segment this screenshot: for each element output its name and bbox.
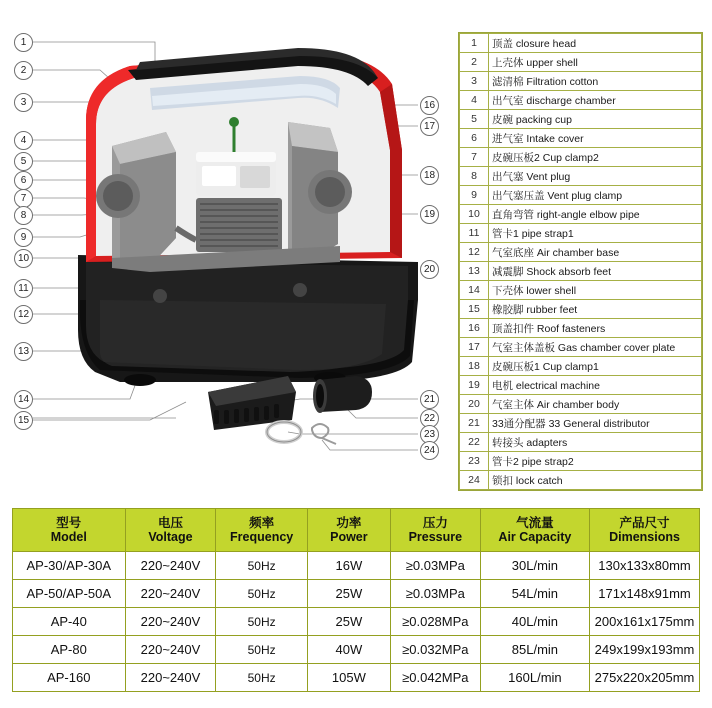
spec-cell-voltage: 220~240V	[125, 636, 216, 664]
callout-23: 23	[420, 425, 439, 444]
legend-num: 2	[460, 53, 489, 72]
legend-row	[460, 357, 702, 376]
legend-num: 8	[460, 167, 489, 186]
spec-header-pressure-cn: 压力	[422, 516, 448, 530]
legend-row	[460, 433, 702, 452]
legend-label: 33通分配器 33 General distributor	[489, 414, 702, 433]
spec-header-pressure-en: Pressure	[408, 530, 463, 544]
legend-num: 17	[460, 338, 489, 357]
legend-label: 进气室 Intake cover	[489, 129, 702, 148]
legend-num: 18	[460, 357, 489, 376]
spec-header-dim-en: Dimensions	[609, 530, 680, 544]
callout-14: 14	[14, 390, 33, 409]
legend-num: 14	[460, 281, 489, 300]
legend-label: 管卡2 pipe strap2	[489, 452, 702, 471]
adapter	[313, 376, 372, 413]
callout-9: 9	[14, 228, 33, 247]
spec-header-air-capacity	[480, 509, 589, 552]
spec-cell-pressure: ≥0.03MPa	[390, 580, 480, 608]
rubber-foot-left	[124, 374, 156, 386]
spec-header-pressure	[390, 509, 480, 552]
spec-header-voltage-en: Voltage	[148, 530, 193, 544]
spec-cell-dimensions: 275x220x205mm	[590, 664, 700, 692]
spec-cell-dimensions: 249x199x193mm	[590, 636, 700, 664]
spec-cell-power: 16W	[307, 552, 390, 580]
spec-row	[13, 580, 700, 608]
spec-cell-frequency: 50Hz	[216, 552, 308, 580]
callout-16: 16	[420, 96, 439, 115]
legend-num: 6	[460, 129, 489, 148]
legend-row	[460, 53, 702, 72]
lower-shell	[78, 255, 418, 386]
legend-row	[460, 319, 702, 338]
legend-num: 11	[460, 224, 489, 243]
vent-plug	[229, 117, 239, 127]
spec-cell-pressure: ≥0.042MPa	[390, 664, 480, 692]
spec-cell-model: AP-30/AP-30A	[13, 552, 126, 580]
spec-header-frequency-en: Frequency	[230, 530, 294, 544]
spec-cell-frequency: 50Hz	[216, 636, 308, 664]
legend-label: 出气塞压盖 Vent plug clamp	[489, 186, 702, 205]
legend-num: 13	[460, 262, 489, 281]
legend-label: 气室主体盖板 Gas chamber cover plate	[489, 338, 702, 357]
spec-table	[12, 508, 700, 692]
spec-cell-pressure: ≥0.032MPa	[390, 636, 480, 664]
legend-row	[460, 110, 702, 129]
callout-19: 19	[420, 205, 439, 224]
shock-absorb-foot-2	[293, 283, 307, 297]
legend-label: 皮碗压板2 Cup clamp2	[489, 148, 702, 167]
legend-num: 20	[460, 395, 489, 414]
callout-5: 5	[14, 152, 33, 171]
legend-num: 16	[460, 319, 489, 338]
legend-row	[460, 262, 702, 281]
callout-18: 18	[420, 166, 439, 185]
spec-cell-model: AP-80	[13, 636, 126, 664]
spec-cell-frequency: 50Hz	[216, 608, 308, 636]
legend-row	[460, 300, 702, 319]
legend-num: 23	[460, 452, 489, 471]
legend-row	[460, 452, 702, 471]
callout-13: 13	[14, 342, 33, 361]
pump-illustration	[0, 0, 455, 480]
legend-row	[460, 186, 702, 205]
callout-15: 15	[14, 411, 33, 430]
spec-cell-frequency: 50Hz	[216, 580, 308, 608]
legend-label: 气室底座 Air chamber base	[489, 243, 702, 262]
legend-label: 减震脚 Shock absorb feet	[489, 262, 702, 281]
spec-cell-dimensions: 130x133x80mm	[590, 552, 700, 580]
spec-header-row	[13, 509, 700, 552]
legend-label: 上壳体 upper shell	[489, 53, 702, 72]
callout-11: 11	[14, 279, 33, 298]
callout-2: 2	[14, 61, 33, 80]
legend-row	[460, 224, 702, 243]
legend-label: 锁扣 lock catch	[489, 471, 702, 490]
spec-cell-model: AP-50/AP-50A	[13, 580, 126, 608]
spec-header-dimensions	[590, 509, 700, 552]
legend-num: 7	[460, 148, 489, 167]
spec-row	[13, 664, 700, 692]
legend-num: 19	[460, 376, 489, 395]
spec-header-model-cn: 型号	[56, 516, 82, 530]
legend-num: 24	[460, 471, 489, 490]
legend-row	[460, 148, 702, 167]
legend-num: 4	[460, 91, 489, 110]
spec-header-air-en: Air Capacity	[498, 530, 572, 544]
callout-7: 7	[14, 189, 33, 208]
legend-num: 3	[460, 72, 489, 91]
legend-row	[460, 129, 702, 148]
callout-1: 1	[14, 33, 33, 52]
spec-cell-dimensions: 171x148x91mm	[590, 580, 700, 608]
legend-num: 10	[460, 205, 489, 224]
legend-row	[460, 167, 702, 186]
legend-row	[460, 376, 702, 395]
legend-label: 电机 electrical machine	[489, 376, 702, 395]
legend-label: 顶盖扣件 Roof fasteners	[489, 319, 702, 338]
legend-row	[460, 243, 702, 262]
callout-22: 22	[420, 409, 439, 428]
spec-cell-model: AP-160	[13, 664, 126, 692]
spec-header-voltage	[125, 509, 216, 552]
legend-label: 皮碗 packing cup	[489, 110, 702, 129]
spec-header-model	[13, 509, 126, 552]
callout-12: 12	[14, 305, 33, 324]
legend-row	[460, 281, 702, 300]
legend-num: 15	[460, 300, 489, 319]
spec-cell-voltage: 220~240V	[125, 552, 216, 580]
legend-num: 22	[460, 433, 489, 452]
legend-num: 1	[460, 34, 489, 53]
legend-row	[460, 414, 702, 433]
spec-row	[13, 636, 700, 664]
spec-cell-air: 40L/min	[480, 608, 589, 636]
spec-cell-voltage: 220~240V	[125, 664, 216, 692]
pipe-strap-2	[267, 422, 301, 442]
spec-cell-power: 25W	[307, 580, 390, 608]
spec-header-power	[307, 509, 390, 552]
spec-header-voltage-cn: 电压	[157, 516, 183, 530]
legend-row	[460, 91, 702, 110]
legend-label: 皮碗压板1 Cup clamp1	[489, 357, 702, 376]
callout-6: 6	[14, 171, 33, 190]
spec-cell-air: 54L/min	[480, 580, 589, 608]
callout-3: 3	[14, 93, 33, 112]
shock-absorb-foot-1	[153, 289, 167, 303]
spec-header-air-cn: 气流量	[516, 516, 554, 530]
spec-cell-pressure: ≥0.028MPa	[390, 608, 480, 636]
legend-row	[460, 205, 702, 224]
spec-cell-dimensions: 200x161x175mm	[590, 608, 700, 636]
spec-cell-pressure: ≥0.03MPa	[390, 552, 480, 580]
callout-21-main: 21	[420, 390, 439, 409]
legend-row	[460, 34, 702, 53]
callout-20: 20	[420, 260, 439, 279]
spec-header-frequency-cn: 频率	[249, 516, 275, 530]
spec-cell-air: 160L/min	[480, 664, 589, 692]
spec-header-power-cn: 功率	[336, 516, 362, 530]
legend-table	[458, 32, 703, 491]
legend-row	[460, 395, 702, 414]
legend-row	[460, 72, 702, 91]
legend-num: 5	[460, 110, 489, 129]
legend-num: 21	[460, 414, 489, 433]
spec-row	[13, 608, 700, 636]
legend-num: 9	[460, 186, 489, 205]
spec-cell-air: 30L/min	[480, 552, 589, 580]
callout-8: 8	[14, 206, 33, 225]
spec-cell-frequency: 50Hz	[216, 664, 308, 692]
legend-num: 12	[460, 243, 489, 262]
spec-cell-model: AP-40	[13, 608, 126, 636]
legend-label: 顶盖 closure head	[489, 34, 702, 53]
callout-24: 24	[420, 441, 439, 460]
legend-label: 橡胶脚 rubber feet	[489, 300, 702, 319]
spec-cell-power: 25W	[307, 608, 390, 636]
spec-header-dim-cn: 产品尺寸	[619, 516, 670, 530]
callout-17: 17	[420, 117, 439, 136]
spec-header-model-en: Model	[50, 530, 87, 544]
legend-label: 滤清棉 Filtration cotton	[489, 72, 702, 91]
exploded-diagram	[0, 0, 455, 480]
legend-row	[460, 471, 702, 490]
spec-cell-voltage: 220~240V	[125, 608, 216, 636]
spec-cell-voltage: 220~240V	[125, 580, 216, 608]
callout-10: 10	[14, 249, 33, 268]
callout-4: 4	[14, 131, 33, 150]
spec-header-frequency	[216, 509, 308, 552]
spec-cell-power: 40W	[307, 636, 390, 664]
legend-label: 出气室 discharge chamber	[489, 91, 702, 110]
legend-label: 下壳体 lower shell	[489, 281, 702, 300]
motor-core	[196, 198, 282, 252]
spec-cell-power: 105W	[307, 664, 390, 692]
legend-label: 气室主体 Air chamber body	[489, 395, 702, 414]
legend-label: 管卡1 pipe strap1	[489, 224, 702, 243]
legend-label: 出气塞 Vent plug	[489, 167, 702, 186]
legend-label: 直角弯管 right-angle elbow pipe	[489, 205, 702, 224]
legend-label: 转接头 adapters	[489, 433, 702, 452]
spec-header-power-en: Power	[330, 530, 368, 544]
legend-row	[460, 338, 702, 357]
spec-row	[13, 552, 700, 580]
spec-cell-air: 85L/min	[480, 636, 589, 664]
